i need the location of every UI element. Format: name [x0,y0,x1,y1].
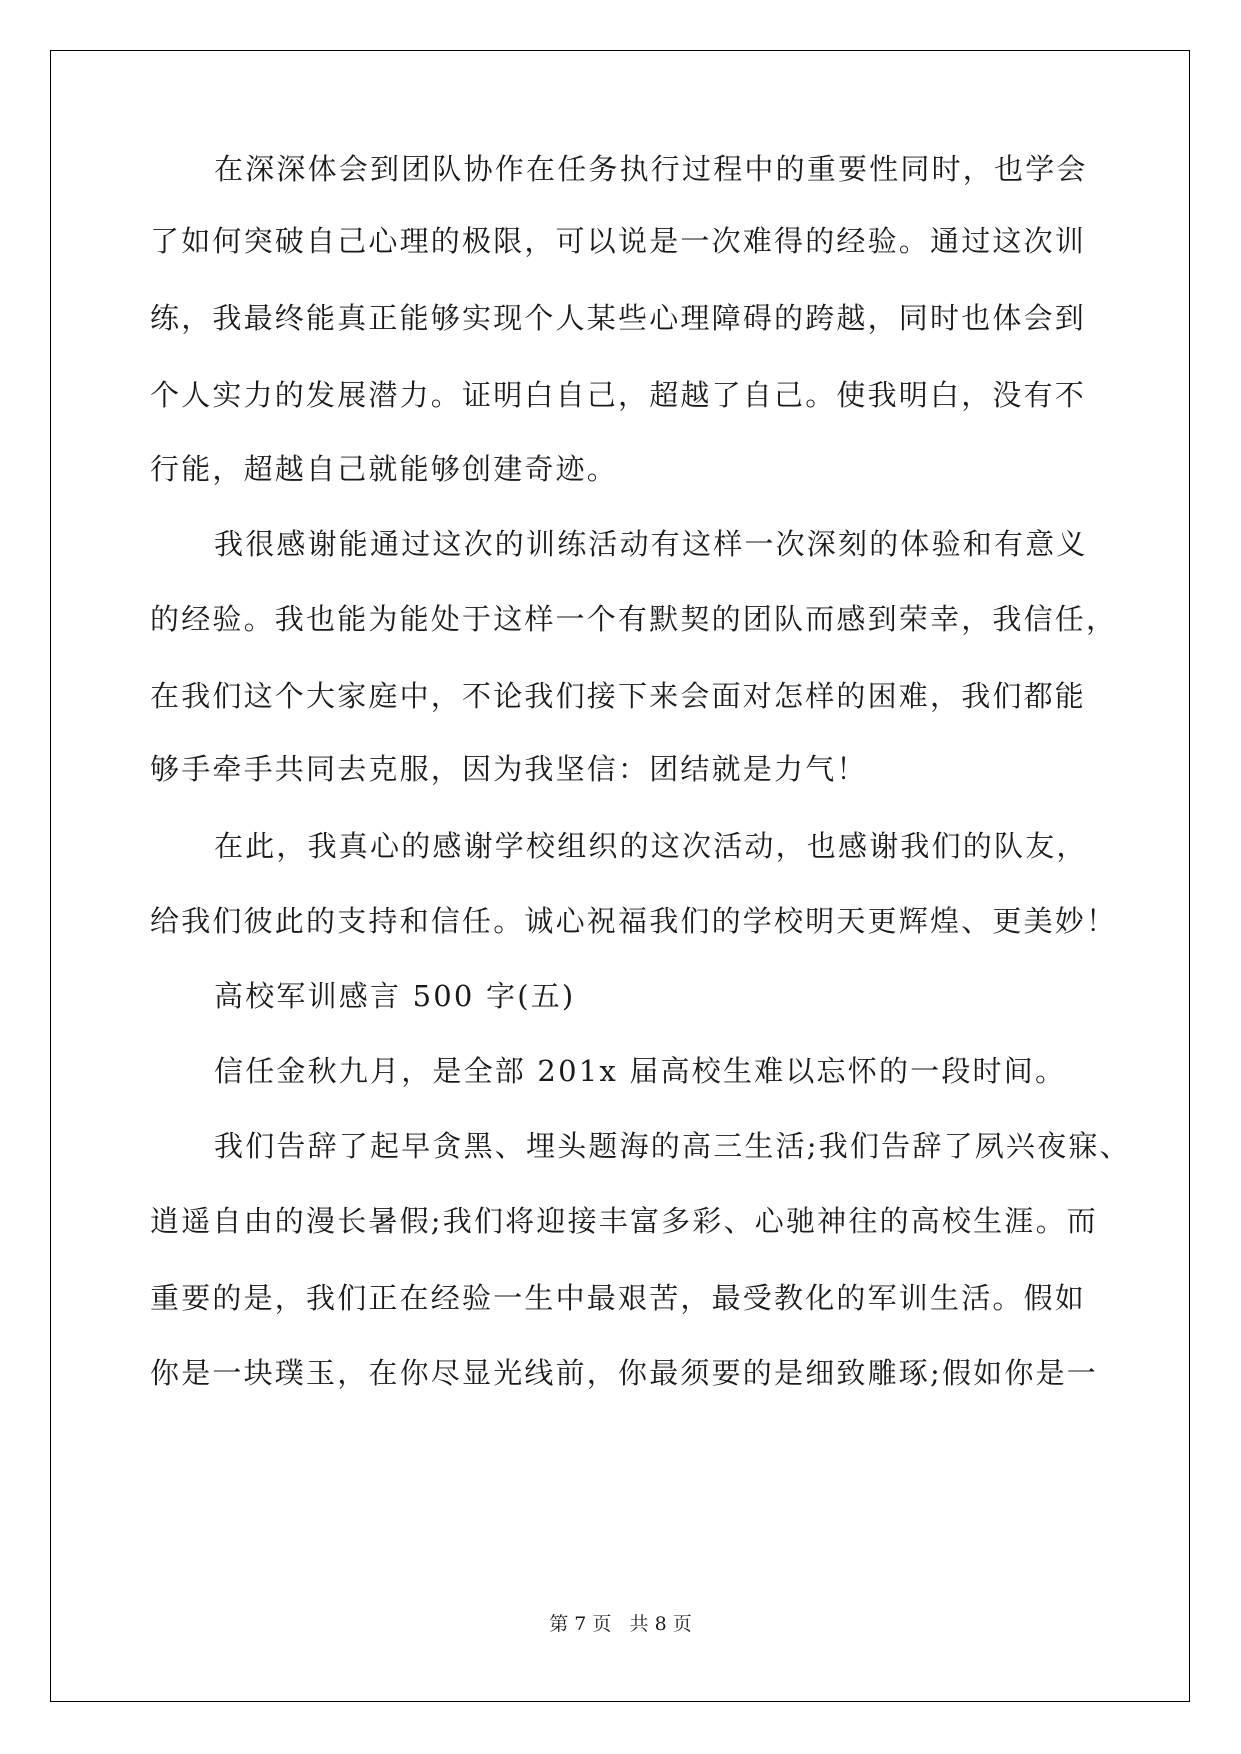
text-line: 练，我最终能真正能够实现个人某些心理障碍的跨越，同时也体会到 [150,301,1087,335]
text-line: 的经验。我也能为能处于这样一个有默契的团队而感到荣幸，我信任， [150,602,1118,636]
text-line: 行能，超越自己就能够创建奇迹。 [150,452,619,486]
text-line: 在深深体会到团队协作在任务执行过程中的重要性同时，也学会 [214,152,1088,186]
text-line: 在我们这个大家庭中，不论我们接下来会面对怎样的困难，我们都能 [150,679,1087,713]
section-heading: 高校军训感言 500 字(五) [214,979,576,1013]
text-line: 重要的是，我们正在经验一生中最艰苦，最受教化的军训生活。假如 [150,1281,1087,1315]
text-line: 信任金秋九月，是全部 201x 届高校生难以忘怀的一段时间。 [214,1054,1067,1088]
text-line: 我很感谢能通过这次的训练活动有这样一次深刻的体验和有意义 [214,527,1088,561]
text-line: 个人实力的发展潜力。证明白自己，超越了自己。使我明白，没有不 [150,378,1087,412]
text-line: 了如何突破自己心理的极限，可以说是一次难得的经验。通过这次训 [150,224,1087,258]
page-footer: 第 7 页 共 8 页 [549,1613,692,1635]
text-line: 我们告辞了起早贪黑、埋头题海的高三生活;我们告辞了夙兴夜寐、 [214,1129,1131,1163]
text-line: 逍遥自由的漫长暑假;我们将迎接丰富多彩、心驰神往的高校生涯。而 [150,1204,1098,1238]
text-line: 在此，我真心的感谢学校组织的这次活动，也感谢我们的队友， [214,829,1088,863]
text-line: 够手牵手共同去克服，因为我坚信：团结就是力气！ [150,752,868,786]
text-line: 给我们彼此的支持和信任。诚心祝福我们的学校明天更辉煌、更美妙！ [150,904,1118,938]
text-line: 你是一块璞玉，在你尽显光线前，你最须要的是细致雕琢;假如你是一 [150,1356,1098,1390]
